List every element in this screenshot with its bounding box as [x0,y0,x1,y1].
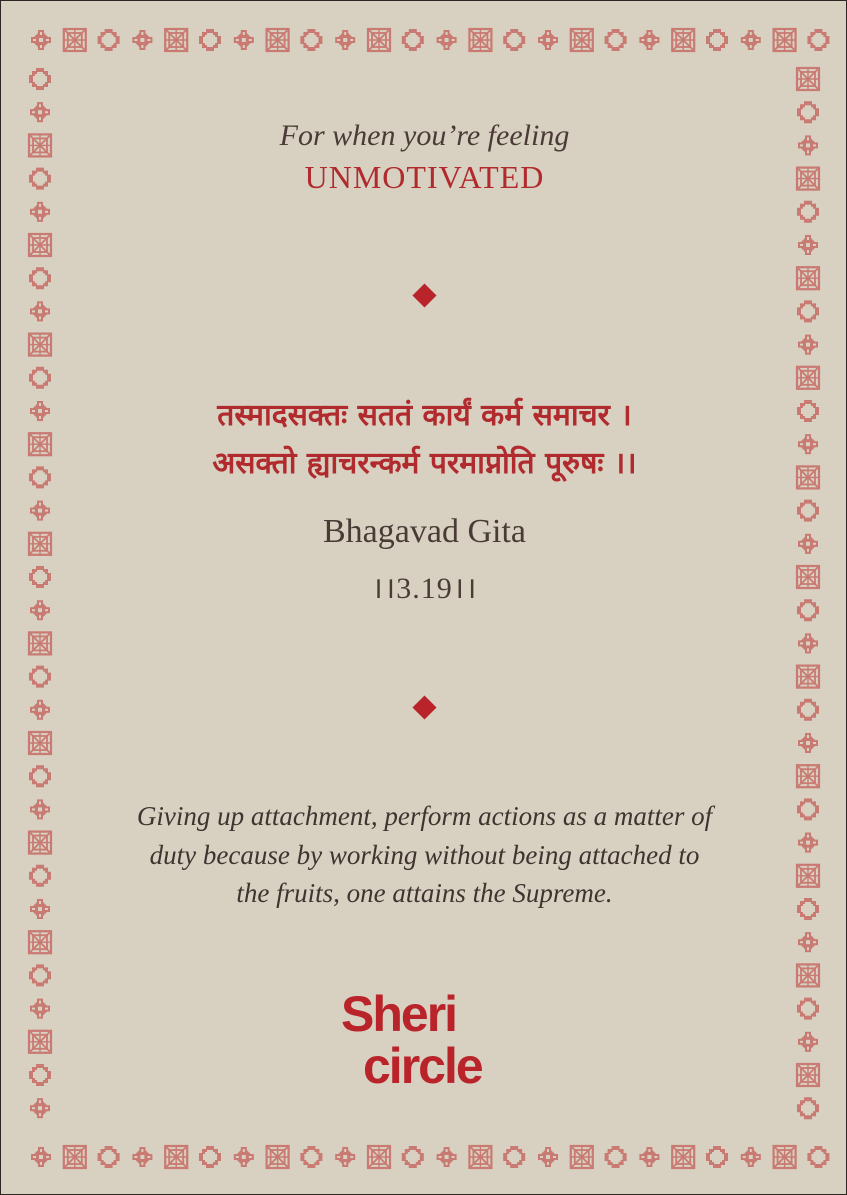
border-flower-icon [335,1147,355,1167]
border-flower-icon [741,1147,761,1167]
source-title: Bhagavad Gita [323,513,526,550]
sanskrit-line-2: असक्तो ह्याचरन्कर्म परमाप्नोति पूरुषः ।। [212,446,637,481]
border-ring-icon [98,1146,120,1168]
border-flower-icon [741,30,761,50]
border-flower-icon [798,1032,818,1052]
border-flower-icon [437,1147,457,1167]
border-lattice-icon [29,632,51,654]
translation-line-1: Giving up attachment, perform actions as a matter of [136,801,713,831]
border-flower-icon [30,999,50,1019]
border-lattice-icon [797,267,819,289]
border-flower-icon [639,1147,659,1167]
border-lattice-icon [672,29,694,51]
border-ring-icon [29,964,51,986]
border-ring-icon [605,1146,627,1168]
border-lattice-icon [797,765,819,787]
border-ring-icon [29,68,51,90]
border-lattice-icon [571,29,593,51]
border-lattice-icon [774,29,796,51]
border-lattice-icon [469,1146,491,1168]
border-flower-icon [30,700,50,720]
border-ring-icon [503,29,525,51]
border-lattice-icon [29,931,51,953]
border-lattice-icon [571,1146,593,1168]
border-ring-icon [300,29,322,51]
border-ring-icon [29,666,51,688]
border-flower-icon [639,30,659,50]
mood-headline: UNMOTIVATED [304,159,545,195]
border-flower-icon [30,202,50,222]
border-ring-icon [29,1064,51,1086]
border-lattice-icon [267,29,289,51]
border-ring-icon [29,765,51,787]
border-lattice-icon [368,29,390,51]
border-flower-icon [132,1147,152,1167]
sheri-circle-logo [331,979,531,1099]
border-flower-icon [798,733,818,753]
border-lattice-icon [267,1146,289,1168]
border-flower-icon [335,30,355,50]
border-ring-icon [199,1146,221,1168]
border-ring-icon [797,699,819,721]
translation-line-2: duty because by working without being attached to [149,840,700,870]
border-ring-icon [706,29,728,51]
border-flower-icon [538,30,558,50]
border-ring-icon [29,267,51,289]
kicker-text: For when you’re feeling [279,119,570,152]
border-lattice-icon [797,68,819,90]
border-flower-icon [234,30,254,50]
border-lattice-icon [672,1146,694,1168]
border-lattice-icon [797,964,819,986]
border-flower-icon [30,301,50,321]
border-ring-icon [706,1146,728,1168]
border-ring-icon [98,29,120,51]
border-lattice-icon [29,234,51,256]
border-flower-icon [30,1098,50,1118]
sanskrit-line-1: तस्मादसक्तः सततं कार्यं कर्म समाचर । [217,398,632,433]
verse-reference: ।।3.19।। [371,572,478,605]
border-lattice-icon [64,29,86,51]
border-flower-icon [798,235,818,255]
border-flower-icon [234,1147,254,1167]
border-lattice-icon [797,1064,819,1086]
border-ring-icon [797,300,819,322]
border-ring-icon [29,367,51,389]
border-lattice-icon [29,1031,51,1053]
border-flower-icon [798,932,818,952]
border-ring-icon [605,29,627,51]
border-ring-icon [503,1146,525,1168]
border-ring-icon [797,998,819,1020]
border-ring-icon [807,1146,829,1168]
border-ring-icon [300,1146,322,1168]
border-ring-icon [199,29,221,51]
border-lattice-icon [469,29,491,51]
border-flower-icon [798,633,818,653]
border-flower-icon [132,30,152,50]
border-lattice-icon [29,732,51,754]
border-flower-icon [31,1147,51,1167]
border-ring-icon [402,1146,424,1168]
border-ring-icon [807,29,829,51]
border-lattice-icon [797,666,819,688]
border-ring-icon [797,1097,819,1119]
logo-line-2: circle [363,1038,482,1094]
border-lattice-icon [165,29,187,51]
border-flower-icon [798,335,818,355]
border-flower-icon [437,30,457,50]
border-flower-icon [538,1147,558,1167]
border-ring-icon [402,29,424,51]
border-lattice-icon [29,334,51,356]
border-lattice-icon [774,1146,796,1168]
border-lattice-icon [368,1146,390,1168]
logo-line-1: Sheri [341,986,457,1042]
border-lattice-icon [64,1146,86,1168]
translation-line-3: the fruits, one attains the Supreme. [236,878,613,908]
border-ring-icon [797,201,819,223]
border-lattice-icon [797,367,819,389]
border-lattice-icon [165,1146,187,1168]
border-flower-icon [31,30,51,50]
